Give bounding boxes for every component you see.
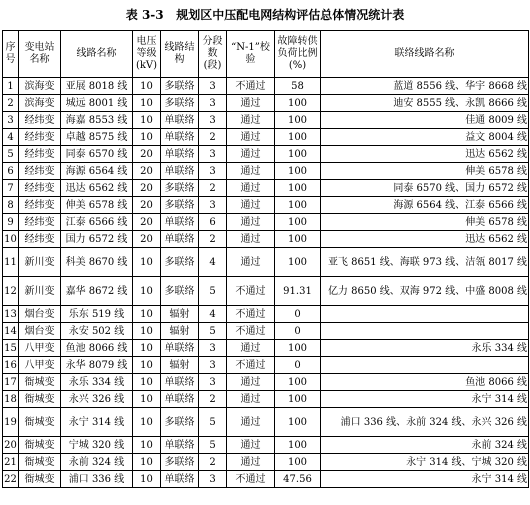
cell-ratio: 100 — [275, 163, 321, 180]
cell-ratio: 100 — [275, 231, 321, 248]
cell-voltage: 10 — [133, 408, 161, 437]
cell-links: 伸美 6578 线 — [321, 214, 529, 231]
cell-n1: 通过 — [227, 374, 275, 391]
cell-voltage: 20 — [133, 231, 161, 248]
cell-ratio: 100 — [275, 95, 321, 112]
cell-voltage: 10 — [133, 112, 161, 129]
cell-voltage: 10 — [133, 78, 161, 95]
header-voltage: 电压等级(kV) — [133, 31, 161, 78]
header-n1: “N-1”校验 — [227, 31, 275, 78]
cell-structure: 单联络 — [161, 163, 199, 180]
cell-line: 永前 324 线 — [61, 454, 133, 471]
cell-n1: 不通过 — [227, 357, 275, 374]
cell-segments: 3 — [199, 95, 227, 112]
cell-line: 永华 8079 线 — [61, 357, 133, 374]
cell-links: 亚飞 8651 线、海联 973 线、洁瓴 8017 线 — [321, 248, 529, 277]
cell-seq: 17 — [3, 374, 19, 391]
header-row — [3, 31, 529, 78]
cell-segments: 3 — [199, 471, 227, 488]
evaluation-table — [2, 30, 529, 488]
cell-n1: 通过 — [227, 437, 275, 454]
cell-ratio: 100 — [275, 180, 321, 197]
cell-voltage: 10 — [133, 248, 161, 277]
cell-seq: 22 — [3, 471, 19, 488]
cell-seq: 5 — [3, 146, 19, 163]
cell-substation: 衙城变 — [19, 437, 61, 454]
cell-segments: 3 — [199, 163, 227, 180]
cell-ratio: 0 — [275, 323, 321, 340]
header-line: 线路名称 — [61, 31, 133, 78]
cell-seq: 14 — [3, 323, 19, 340]
cell-line: 科美 8670 线 — [61, 248, 133, 277]
cell-ratio: 100 — [275, 248, 321, 277]
cell-ratio: 100 — [275, 214, 321, 231]
cell-n1: 通过 — [227, 197, 275, 214]
cell-line: 鱼池 8066 线 — [61, 340, 133, 357]
cell-seq: 6 — [3, 163, 19, 180]
cell-links: 佳通 8009 线 — [321, 112, 529, 129]
cell-structure: 多联络 — [161, 454, 199, 471]
cell-segments: 4 — [199, 248, 227, 277]
cell-n1: 通过 — [227, 231, 275, 248]
cell-line: 永安 502 线 — [61, 323, 133, 340]
cell-links — [321, 323, 529, 340]
cell-voltage: 20 — [133, 214, 161, 231]
cell-ratio: 100 — [275, 408, 321, 437]
cell-voltage: 10 — [133, 374, 161, 391]
cell-ratio: 100 — [275, 437, 321, 454]
cell-substation: 经纬变 — [19, 214, 61, 231]
table-row — [3, 78, 529, 95]
cell-voltage: 20 — [133, 197, 161, 214]
table-row — [3, 112, 529, 129]
cell-line: 亚展 8018 线 — [61, 78, 133, 95]
cell-line: 永兴 326 线 — [61, 391, 133, 408]
table-row — [3, 340, 529, 357]
table-title: 规划区中压配电网结构评估总体情况统计表 — [176, 8, 405, 22]
header-links: 联络线路名称 — [321, 31, 529, 78]
cell-structure: 单联络 — [161, 391, 199, 408]
cell-links: 亿力 8650 线、双海 972 线、中盛 8008 线 — [321, 277, 529, 306]
cell-structure: 单联络 — [161, 231, 199, 248]
cell-line: 城远 8001 线 — [61, 95, 133, 112]
table-row — [3, 95, 529, 112]
cell-seq: 20 — [3, 437, 19, 454]
cell-n1: 通过 — [227, 95, 275, 112]
cell-segments: 3 — [199, 374, 227, 391]
cell-voltage: 10 — [133, 357, 161, 374]
table-row — [3, 231, 529, 248]
cell-seq: 4 — [3, 129, 19, 146]
table-row — [3, 408, 529, 437]
cell-seq: 18 — [3, 391, 19, 408]
cell-links — [321, 357, 529, 374]
cell-voltage: 20 — [133, 163, 161, 180]
cell-segments: 5 — [199, 323, 227, 340]
cell-links: 浦口 336 线、永前 324 线、永兴 326 线 — [321, 408, 529, 437]
header-structure: 线路结构 — [161, 31, 199, 78]
cell-structure: 单联络 — [161, 214, 199, 231]
table-row — [3, 323, 529, 340]
cell-voltage: 10 — [133, 454, 161, 471]
cell-voltage: 10 — [133, 340, 161, 357]
cell-segments: 2 — [199, 129, 227, 146]
cell-ratio: 0 — [275, 306, 321, 323]
table-row — [3, 146, 529, 163]
cell-n1: 通过 — [227, 391, 275, 408]
cell-line: 国力 6572 线 — [61, 231, 133, 248]
header-substation: 变电站名称 — [19, 31, 61, 78]
cell-line: 乐东 519 线 — [61, 306, 133, 323]
cell-n1: 通过 — [227, 112, 275, 129]
cell-line: 永乐 334 线 — [61, 374, 133, 391]
cell-seq: 21 — [3, 454, 19, 471]
cell-ratio: 91.31 — [275, 277, 321, 306]
cell-seq: 19 — [3, 408, 19, 437]
cell-substation: 经纬变 — [19, 112, 61, 129]
cell-structure: 多联络 — [161, 180, 199, 197]
cell-structure: 单联络 — [161, 340, 199, 357]
cell-substation: 经纬变 — [19, 129, 61, 146]
cell-links: 永乐 334 线 — [321, 340, 529, 357]
cell-structure: 单联络 — [161, 146, 199, 163]
cell-links: 迅达 6562 线 — [321, 231, 529, 248]
cell-line: 同泰 6570 线 — [61, 146, 133, 163]
cell-substation: 衙城变 — [19, 454, 61, 471]
cell-structure: 单联络 — [161, 374, 199, 391]
cell-substation: 衙城变 — [19, 391, 61, 408]
cell-structure: 单联络 — [161, 129, 199, 146]
cell-structure: 辐射 — [161, 357, 199, 374]
cell-substation: 衙城变 — [19, 374, 61, 391]
cell-n1: 通过 — [227, 163, 275, 180]
cell-structure: 多联络 — [161, 248, 199, 277]
cell-links: 益文 8004 线 — [321, 129, 529, 146]
cell-segments: 3 — [199, 357, 227, 374]
table-row — [3, 277, 529, 306]
header-seq: 序号 — [3, 31, 19, 78]
cell-line: 嘉华 8672 线 — [61, 277, 133, 306]
cell-substation: 烟台变 — [19, 323, 61, 340]
cell-seq: 13 — [3, 306, 19, 323]
cell-substation: 新川变 — [19, 248, 61, 277]
cell-links: 永宁 314 线 — [321, 391, 529, 408]
cell-substation: 八甲变 — [19, 357, 61, 374]
cell-n1: 通过 — [227, 248, 275, 277]
table-row — [3, 180, 529, 197]
cell-segments: 2 — [199, 391, 227, 408]
cell-substation: 经纬变 — [19, 180, 61, 197]
cell-structure: 单联络 — [161, 471, 199, 488]
cell-line: 伸美 6578 线 — [61, 197, 133, 214]
cell-n1: 通过 — [227, 408, 275, 437]
table-row — [3, 437, 529, 454]
cell-substation: 烟台变 — [19, 306, 61, 323]
cell-ratio: 100 — [275, 129, 321, 146]
cell-n1: 通过 — [227, 214, 275, 231]
cell-voltage: 10 — [133, 277, 161, 306]
cell-n1: 通过 — [227, 340, 275, 357]
cell-ratio: 100 — [275, 197, 321, 214]
cell-links: 迅达 6562 线 — [321, 146, 529, 163]
cell-segments: 5 — [199, 437, 227, 454]
cell-substation: 滨海变 — [19, 78, 61, 95]
cell-links: 同泰 6570 线、国力 6572 线 — [321, 180, 529, 197]
table-body — [3, 78, 529, 488]
table-number: 表 3-3 — [125, 8, 164, 22]
table-row — [3, 129, 529, 146]
cell-links: 迪安 8555 线、永凯 8666 线 — [321, 95, 529, 112]
cell-line: 永宁 314 线 — [61, 408, 133, 437]
cell-segments: 3 — [199, 112, 227, 129]
cell-structure: 多联络 — [161, 277, 199, 306]
cell-ratio: 58 — [275, 78, 321, 95]
cell-seq: 15 — [3, 340, 19, 357]
cell-segments: 5 — [199, 277, 227, 306]
cell-structure: 多联络 — [161, 95, 199, 112]
cell-segments: 3 — [199, 197, 227, 214]
cell-seq: 16 — [3, 357, 19, 374]
cell-structure: 单联络 — [161, 112, 199, 129]
table-row — [3, 454, 529, 471]
cell-seq: 3 — [3, 112, 19, 129]
cell-structure: 单联络 — [161, 437, 199, 454]
cell-links — [321, 306, 529, 323]
cell-seq: 9 — [3, 214, 19, 231]
cell-ratio: 100 — [275, 146, 321, 163]
cell-n1: 不通过 — [227, 471, 275, 488]
cell-ratio: 0 — [275, 357, 321, 374]
cell-links: 永前 324 线 — [321, 437, 529, 454]
cell-voltage: 10 — [133, 323, 161, 340]
cell-n1: 通过 — [227, 454, 275, 471]
cell-substation: 八甲变 — [19, 340, 61, 357]
cell-voltage: 20 — [133, 180, 161, 197]
cell-line: 浦口 336 线 — [61, 471, 133, 488]
cell-ratio: 100 — [275, 454, 321, 471]
cell-n1: 不通过 — [227, 323, 275, 340]
cell-seq: 1 — [3, 78, 19, 95]
table-row — [3, 471, 529, 488]
cell-links: 永宁 314 线、宁城 320 线 — [321, 454, 529, 471]
cell-line: 宁城 320 线 — [61, 437, 133, 454]
cell-segments: 3 — [199, 146, 227, 163]
table-row — [3, 374, 529, 391]
cell-ratio: 100 — [275, 391, 321, 408]
cell-substation: 滨海变 — [19, 95, 61, 112]
cell-seq: 10 — [3, 231, 19, 248]
table-row — [3, 391, 529, 408]
cell-segments: 2 — [199, 454, 227, 471]
table-row — [3, 214, 529, 231]
cell-segments: 4 — [199, 306, 227, 323]
cell-voltage: 20 — [133, 146, 161, 163]
cell-structure: 多联络 — [161, 408, 199, 437]
cell-segments: 2 — [199, 180, 227, 197]
cell-voltage: 10 — [133, 129, 161, 146]
cell-links: 海源 6564 线、江泰 6566 线 — [321, 197, 529, 214]
cell-ratio: 100 — [275, 374, 321, 391]
table-caption — [0, 0, 530, 30]
cell-substation: 经纬变 — [19, 197, 61, 214]
cell-seq: 8 — [3, 197, 19, 214]
cell-segments: 6 — [199, 214, 227, 231]
table-row — [3, 306, 529, 323]
cell-links: 蓝道 8556 线、华宇 8668 线 — [321, 78, 529, 95]
cell-structure: 多联络 — [161, 197, 199, 214]
cell-voltage: 10 — [133, 95, 161, 112]
cell-links: 伸美 6578 线 — [321, 163, 529, 180]
cell-seq: 7 — [3, 180, 19, 197]
cell-substation: 经纬变 — [19, 163, 61, 180]
cell-voltage: 10 — [133, 391, 161, 408]
cell-voltage: 10 — [133, 437, 161, 454]
cell-structure: 多联络 — [161, 78, 199, 95]
cell-n1: 不通过 — [227, 78, 275, 95]
cell-line: 江泰 6566 线 — [61, 214, 133, 231]
cell-seq: 12 — [3, 277, 19, 306]
cell-voltage: 10 — [133, 471, 161, 488]
cell-line: 海嘉 8553 线 — [61, 112, 133, 129]
table-row — [3, 163, 529, 180]
cell-segments: 3 — [199, 340, 227, 357]
header-segments: 分段数(段) — [199, 31, 227, 78]
cell-line: 卓越 8575 线 — [61, 129, 133, 146]
cell-n1: 通过 — [227, 129, 275, 146]
cell-substation: 经纬变 — [19, 146, 61, 163]
cell-structure: 辐射 — [161, 323, 199, 340]
cell-segments: 5 — [199, 408, 227, 437]
cell-voltage: 10 — [133, 306, 161, 323]
cell-n1: 不通过 — [227, 306, 275, 323]
table-row — [3, 248, 529, 277]
header-ratio: 故障转供负荷比例(%) — [275, 31, 321, 78]
cell-links: 永宁 314 线 — [321, 471, 529, 488]
cell-n1: 不通过 — [227, 277, 275, 306]
cell-seq: 2 — [3, 95, 19, 112]
cell-substation: 衙城变 — [19, 408, 61, 437]
cell-substation: 新川变 — [19, 277, 61, 306]
cell-line: 海源 6564 线 — [61, 163, 133, 180]
cell-links: 鱼池 8066 线 — [321, 374, 529, 391]
cell-segments: 3 — [199, 78, 227, 95]
cell-structure: 辐射 — [161, 306, 199, 323]
table-row — [3, 357, 529, 374]
cell-n1: 通过 — [227, 180, 275, 197]
cell-line: 迅达 6562 线 — [61, 180, 133, 197]
table-row — [3, 197, 529, 214]
cell-substation: 衙城变 — [19, 471, 61, 488]
cell-segments: 2 — [199, 231, 227, 248]
cell-ratio: 100 — [275, 340, 321, 357]
cell-ratio: 47.56 — [275, 471, 321, 488]
cell-n1: 通过 — [227, 146, 275, 163]
cell-substation: 经纬变 — [19, 231, 61, 248]
cell-ratio: 100 — [275, 112, 321, 129]
cell-seq: 11 — [3, 248, 19, 277]
